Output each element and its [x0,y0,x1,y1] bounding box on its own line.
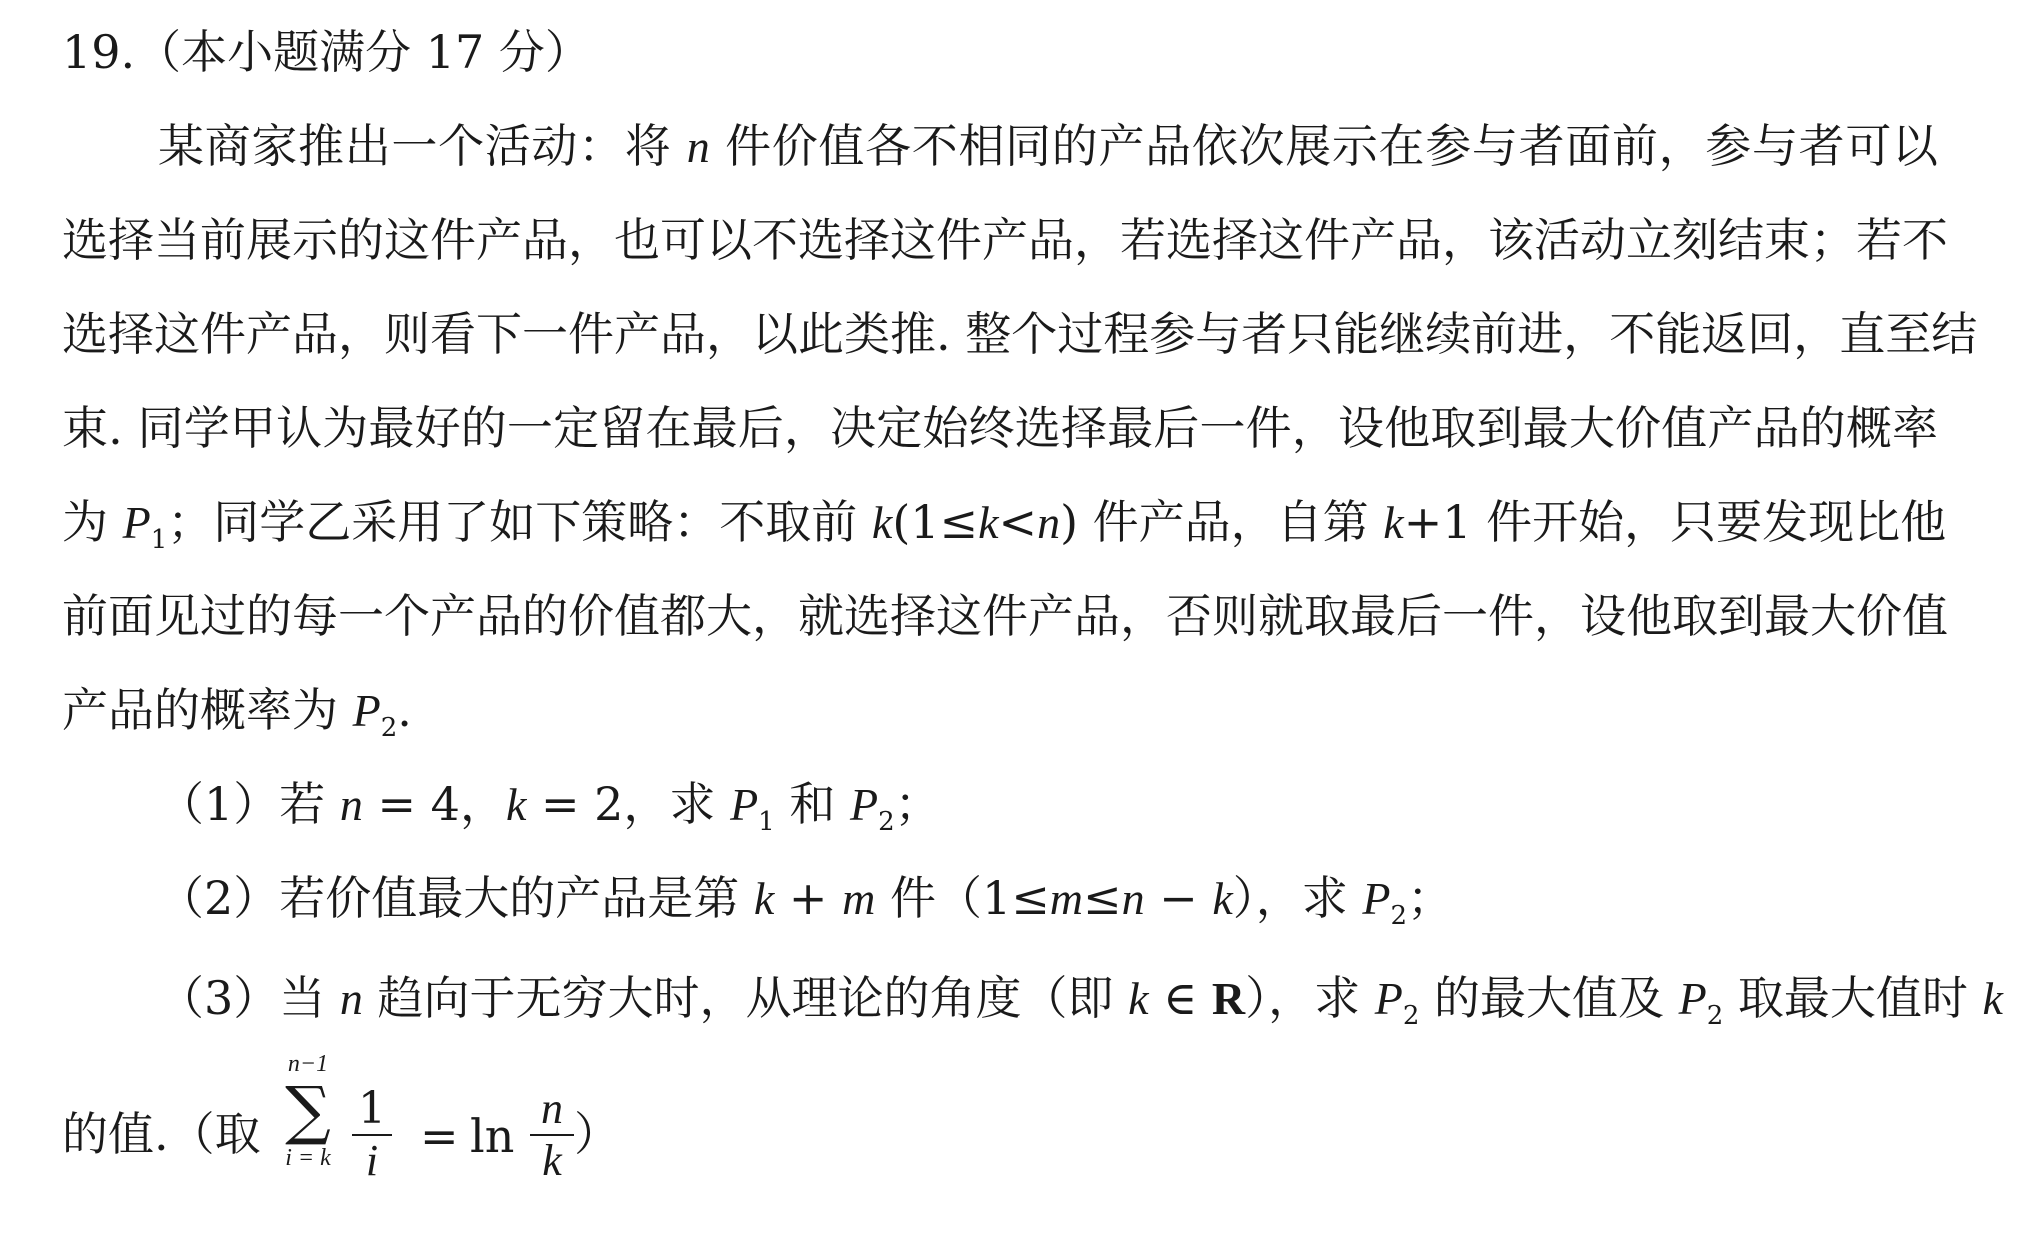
closing-paren: ） [574,1107,620,1161]
question-1: （1）若 n = 4，k = 2，求 $P_1$ 和 $P_2$； [158,777,941,837]
equals-sign: = [420,1109,459,1163]
fraction-denominator: k [542,1136,562,1185]
stem-line-4: 束. 同学甲认为最好的一定留在最后，决定始终选择最后一件，设他取到最大价值产品的概率 [62,401,1938,455]
stem-line-3: 选择这件产品，则看下一件产品，以此类推. 整个过程参与者只能继续前进，不能返回，直至结 [62,307,1978,361]
question-3: （3）当 n 趋向于无穷大时，从理论的角度（即 k ∈ R），求 $P_2$ 的最大值及 $P_2$ 取最大值时 k [158,971,2003,1031]
stem-line-1: 某商家推出一个活动：将 n 件价值各不相同的产品依次展示在参与者面前，参与者可以 [158,119,1939,173]
fraction-numerator: 1 [358,1083,386,1134]
problem-score: （本小题满分 17 分） [135,25,591,79]
sum-upper-limit: n−1 [287,1051,329,1077]
question-3-end: 的值.（取 [62,1107,261,1161]
problem-header [62,22,1938,82]
stem-line-6: 前面见过的每一个产品的价值都大，就选择这件产品，否则就取最后一件，设他取到最大价值 [62,589,1948,643]
stem-line-5: 为 $P_1$；同学乙采用了如下策略：不取前 k(1≤k<n) 件产品，自第 k+1 件开始，只要发现比他 [62,495,1947,555]
fraction-denominator: i [365,1136,379,1185]
ln-function: ln [470,1109,515,1163]
fraction-n-over-k [530,1084,574,1186]
stem-line-7: 产品的概率为 $P_2$. [62,683,412,743]
sum-symbol: ∑ [285,1074,331,1148]
sum-lower-limit: i = k [285,1145,331,1171]
summation [278,1050,338,1172]
fraction-numerator: n [541,1084,563,1133]
fraction-one-over-i [352,1084,392,1186]
problem-number: 19. [62,25,136,79]
stem-line-2: 选择当前展示的这件产品，也可以不选择这件产品，若选择这件产品，该活动立刻结束；若不 [62,213,1948,267]
question-2: （2）若价值最大的产品是第 k + m 件（1≤m≤n − k），求 $P_2$； [158,871,1454,931]
